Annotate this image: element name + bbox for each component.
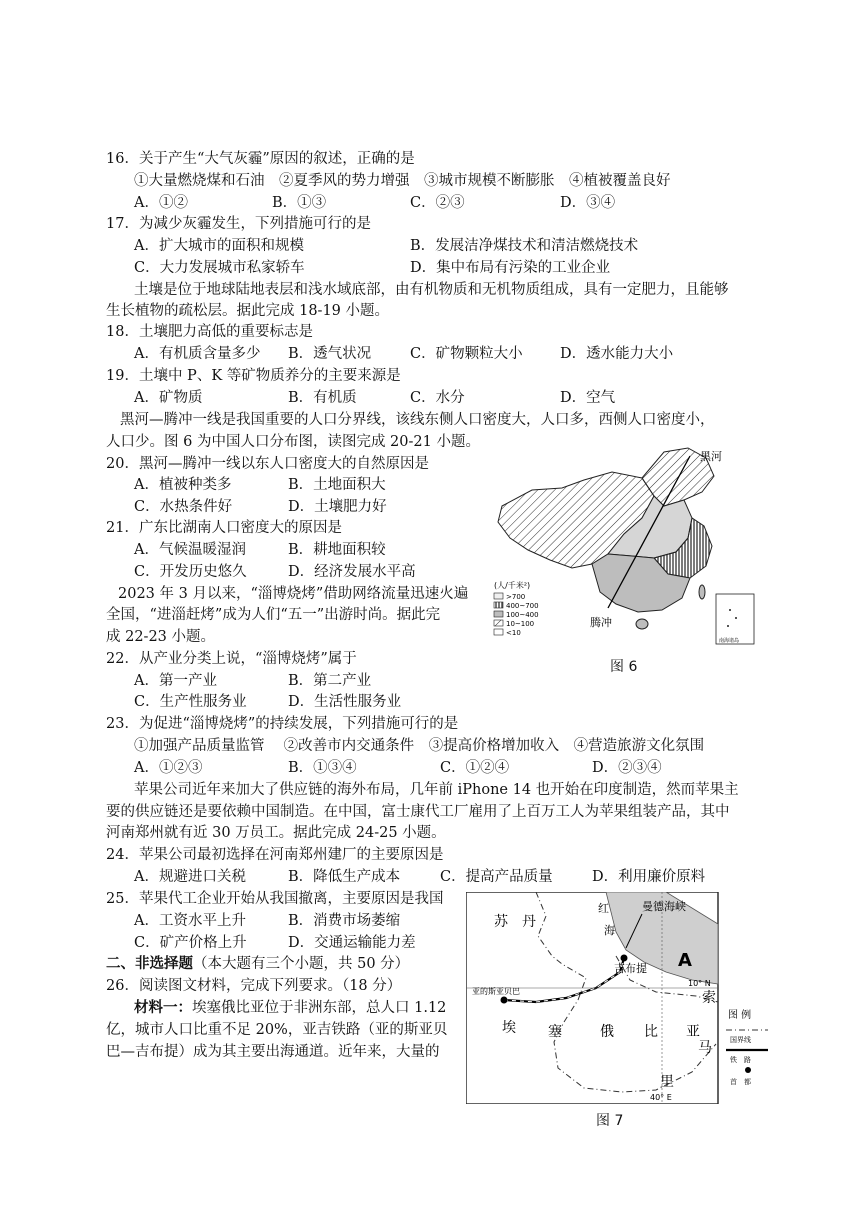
question-18-option-d: D．透水能力大小 xyxy=(560,346,674,362)
question-25-option-b: B．消费市场萎缩 xyxy=(288,913,401,929)
question-23-option-d: D．②③④ xyxy=(592,760,662,776)
eth-char-1: 埃 xyxy=(502,1020,516,1036)
question-21-option-c: C．开发历史悠久 xyxy=(134,564,247,580)
legend-capital-label: 首 都 xyxy=(730,1078,751,1086)
question-18-option-b: B．透气状况 xyxy=(288,346,372,362)
material-1-line-3: 巴—吉布提）成为其主要出海通道。近年来，大量的 xyxy=(106,1044,440,1060)
material-1-line-1 xyxy=(134,998,446,1018)
legend-swatch-2 xyxy=(494,602,503,608)
question-18-option-a: A．有机质含量多少 xyxy=(134,346,261,362)
china-population-map xyxy=(492,442,760,650)
map-taiwan xyxy=(699,585,705,599)
legend-label-5: <10 xyxy=(506,629,521,637)
legend-title: (人/千米²) xyxy=(494,581,531,590)
material-1-label: 材料一： xyxy=(134,999,192,1016)
question-17-option-c: C．大力发展城市私家轿车 xyxy=(134,260,305,276)
question-24-stem: 24．苹果公司最初选择在河南郑州建厂的主要原因是 xyxy=(106,847,444,863)
figure-6-caption: 图 6 xyxy=(610,659,638,675)
question-19-option-c: C．水分 xyxy=(410,390,465,406)
question-20-option-c: C．水热条件好 xyxy=(134,499,233,515)
question-22-option-a: A．第一产业 xyxy=(134,673,217,689)
eth-char-4: 比 xyxy=(644,1024,658,1040)
question-23-option-a: A．①②③ xyxy=(134,760,203,776)
eth-char-2: 塞 xyxy=(548,1024,562,1040)
question-23-option-c: C．①②④ xyxy=(440,760,510,776)
question-19-stem: 19．土壤中 P、K 等矿物质养分的主要来源是 xyxy=(106,368,401,384)
question-21-option-d: D．经济发展水平高 xyxy=(288,564,416,580)
legend-swatch-1 xyxy=(494,593,503,599)
material-1-line-2: 亿，城市人口比重不足 20%，亚吉铁路（亚的斯亚贝 xyxy=(106,1022,448,1038)
question-22-option-d: D．生活性服务业 xyxy=(288,694,402,710)
question-18-stem: 18．土壤肥力高低的重要标志是 xyxy=(106,324,313,340)
section-2-note: （本大题有三个小题，共 50 分） xyxy=(193,956,410,972)
ethiopia-map xyxy=(466,892,772,1104)
material-1-text: 埃塞俄比亚位于非洲东部，总人口 1.12 xyxy=(192,1000,447,1016)
strait-label: 曼德海峡 xyxy=(642,900,686,913)
question-23-stem: 23．为促进“淄博烧烤”的持续发展，下列措施可行的是 xyxy=(106,716,459,732)
question-22-option-c: C．生产性服务业 xyxy=(134,694,247,710)
question-19-option-a: A．矿物质 xyxy=(134,390,203,406)
question-25-option-a: A．工资水平上升 xyxy=(134,913,246,929)
question-23-items: ①加强产品质量监管 ②改善市内交通条件 ③提高价格增加收入 ④营造旅游文化氛围 xyxy=(134,738,705,754)
djibouti-marker xyxy=(621,955,628,962)
question-19-option-d: D．空气 xyxy=(560,390,616,406)
figure-7-caption: 图 7 xyxy=(596,1113,624,1129)
question-22-option-b: B．第二产业 xyxy=(288,673,372,689)
addis-ababa-marker xyxy=(501,997,508,1004)
legend-swatch-5 xyxy=(494,629,503,635)
soil-intro-line-1: 土壤是位于地球陆地表层和浅水域底部，由有机物质和无机物质组成，具有一定肥力，且能够 xyxy=(134,282,729,298)
question-25-stem: 25．苹果代工企业开始从我国撤离，主要原因是我国 xyxy=(106,891,444,907)
question-24-option-b: B．降低生产成本 xyxy=(288,869,401,885)
question-17-stem: 17．为减少灰霾发生，下列措施可行的是 xyxy=(106,216,371,232)
section-2-heading xyxy=(106,954,409,974)
map-hainan xyxy=(636,619,648,629)
question-18-option-c: C．矿物颗粒大小 xyxy=(410,346,523,362)
som-char-3: 里 xyxy=(660,1074,674,1090)
legend-railway-label: 铁 路 xyxy=(730,1056,751,1064)
question-26-stem: 26．阅读图文材料，完成下列要求。（18 分） xyxy=(106,978,402,994)
apple-intro-line-1: 苹果公司近年来加大了供应链的海外布局，几年前 iPhone 14 也开始在印度制造，然而苹果主 xyxy=(134,782,739,798)
legend-swatch-4 xyxy=(494,620,503,626)
sudan-label: 苏 丹 xyxy=(494,914,536,930)
question-25-option-c: C．矿产价格上升 xyxy=(134,935,247,951)
section-2-title: 二、非选择题 xyxy=(106,955,193,972)
question-17-option-b: B．发展洁净煤技术和清洁燃烧技术 xyxy=(410,238,639,254)
eth-char-5: 亚 xyxy=(686,1024,700,1040)
question-25-option-d: D．交通运输能力差 xyxy=(288,935,416,951)
longitude-label: 40° E xyxy=(650,1093,672,1102)
addis-ababa-label: 亚的斯亚贝巴 xyxy=(472,987,520,996)
legend-label-3: 100~400 xyxy=(506,611,539,619)
latitude-label: 10° N xyxy=(688,979,711,988)
question-16-option-a: A．①② xyxy=(134,195,188,211)
inset-label: 南海诸岛 xyxy=(719,638,740,644)
fig7-legend-title: 图 例 xyxy=(728,1010,752,1021)
zibo-intro-line-1: 2023 年 3 月以来，“淄博烧烤”借助网络流量迅速火遍 xyxy=(118,586,469,602)
question-16-option-c: C．②③ xyxy=(410,195,465,211)
question-21-option-a: A．气候温暖湿润 xyxy=(134,542,246,558)
question-17-option-d: D．集中布局有污染的工业企业 xyxy=(410,260,611,276)
question-23-option-b: B．①③④ xyxy=(288,760,357,776)
zibo-intro-line-3: 成 22-23 小题。 xyxy=(106,629,216,645)
question-21-stem: 21．广东比湖南人口密度大的原因是 xyxy=(106,520,342,536)
question-21-option-b: B．耕地面积较 xyxy=(288,542,386,558)
question-20-stem: 20．黑河—腾冲一线以东人口密度大的自然原因是 xyxy=(106,456,429,472)
south-china-sea-inset xyxy=(716,594,754,644)
apple-intro-line-3: 河南郑州就有近 30 万员工。据此完成 24-25 小题。 xyxy=(106,825,446,841)
question-16-option-b: B．①③ xyxy=(272,195,327,211)
red-sea-label-1: 红 xyxy=(598,902,609,915)
legend-capital-marker xyxy=(745,1067,751,1073)
question-24-option-a: A．规避进口关税 xyxy=(134,869,246,885)
som-char-2: 马 xyxy=(698,1040,712,1056)
red-sea-label-2: 海 xyxy=(604,924,615,937)
apple-intro-line-2: 要的供应链还是要依赖中国制造。在中国，富士康代工厂雇用了上百万工人为苹果组装产品，其中 xyxy=(106,804,730,820)
question-22-stem: 22．从产业分类上说，“淄博烧烤”属于 xyxy=(106,651,357,667)
eth-char-3: 俄 xyxy=(600,1024,614,1040)
legend-label-4: 10~100 xyxy=(506,620,535,628)
question-16-items: ①大量燃烧煤和石油 ②夏季风的势力增强 ③城市规模不断膨胀 ④植被覆盖良好 xyxy=(134,173,671,189)
question-20-option-a: A．植被种类多 xyxy=(134,477,232,493)
question-17-option-a: A．扩大城市的面积和规模 xyxy=(134,238,304,254)
legend-swatch-3 xyxy=(494,611,503,617)
legend-border-label: 国界线 xyxy=(730,1036,751,1044)
legend-label-2: 400~700 xyxy=(506,602,539,610)
question-24-option-d: D．利用廉价原料 xyxy=(592,869,706,885)
question-19-option-b: B．有机质 xyxy=(288,390,357,406)
question-16-stem: 16．关于产生“大气灰霾”原因的叙述，正确的是 xyxy=(106,151,415,167)
som-char-1: 索 xyxy=(702,990,716,1006)
question-20-option-d: D．土壤肥力好 xyxy=(288,499,387,515)
zibo-intro-line-2: 全国，“进淄赶烤”成为人们“五一”出游时尚。据此完 xyxy=(106,607,441,623)
djibouti-label: 吉布提 xyxy=(614,962,647,975)
heihe-label: 黑河 xyxy=(700,450,722,463)
soil-intro-line-2: 生长植物的疏松层。据此完成 18-19 小题。 xyxy=(106,303,390,319)
legend-label-1: >700 xyxy=(506,593,526,601)
region-a-label: A xyxy=(678,950,692,971)
question-16-option-d: D．③④ xyxy=(560,195,616,211)
question-24-option-c: C．提高产品质量 xyxy=(440,869,553,885)
pop-intro-line-1: 黑河—腾冲一线是我国重要的人口分界线，该线东侧人口密度大，人口多，西侧人口密度小， xyxy=(120,412,715,428)
question-20-option-b: B．土地面积大 xyxy=(288,477,386,493)
pop-intro-line-2: 人口少。图 6 为中国人口分布图，读图完成 20-21 小题。 xyxy=(106,434,480,450)
tengchong-label: 腾冲 xyxy=(590,616,612,629)
